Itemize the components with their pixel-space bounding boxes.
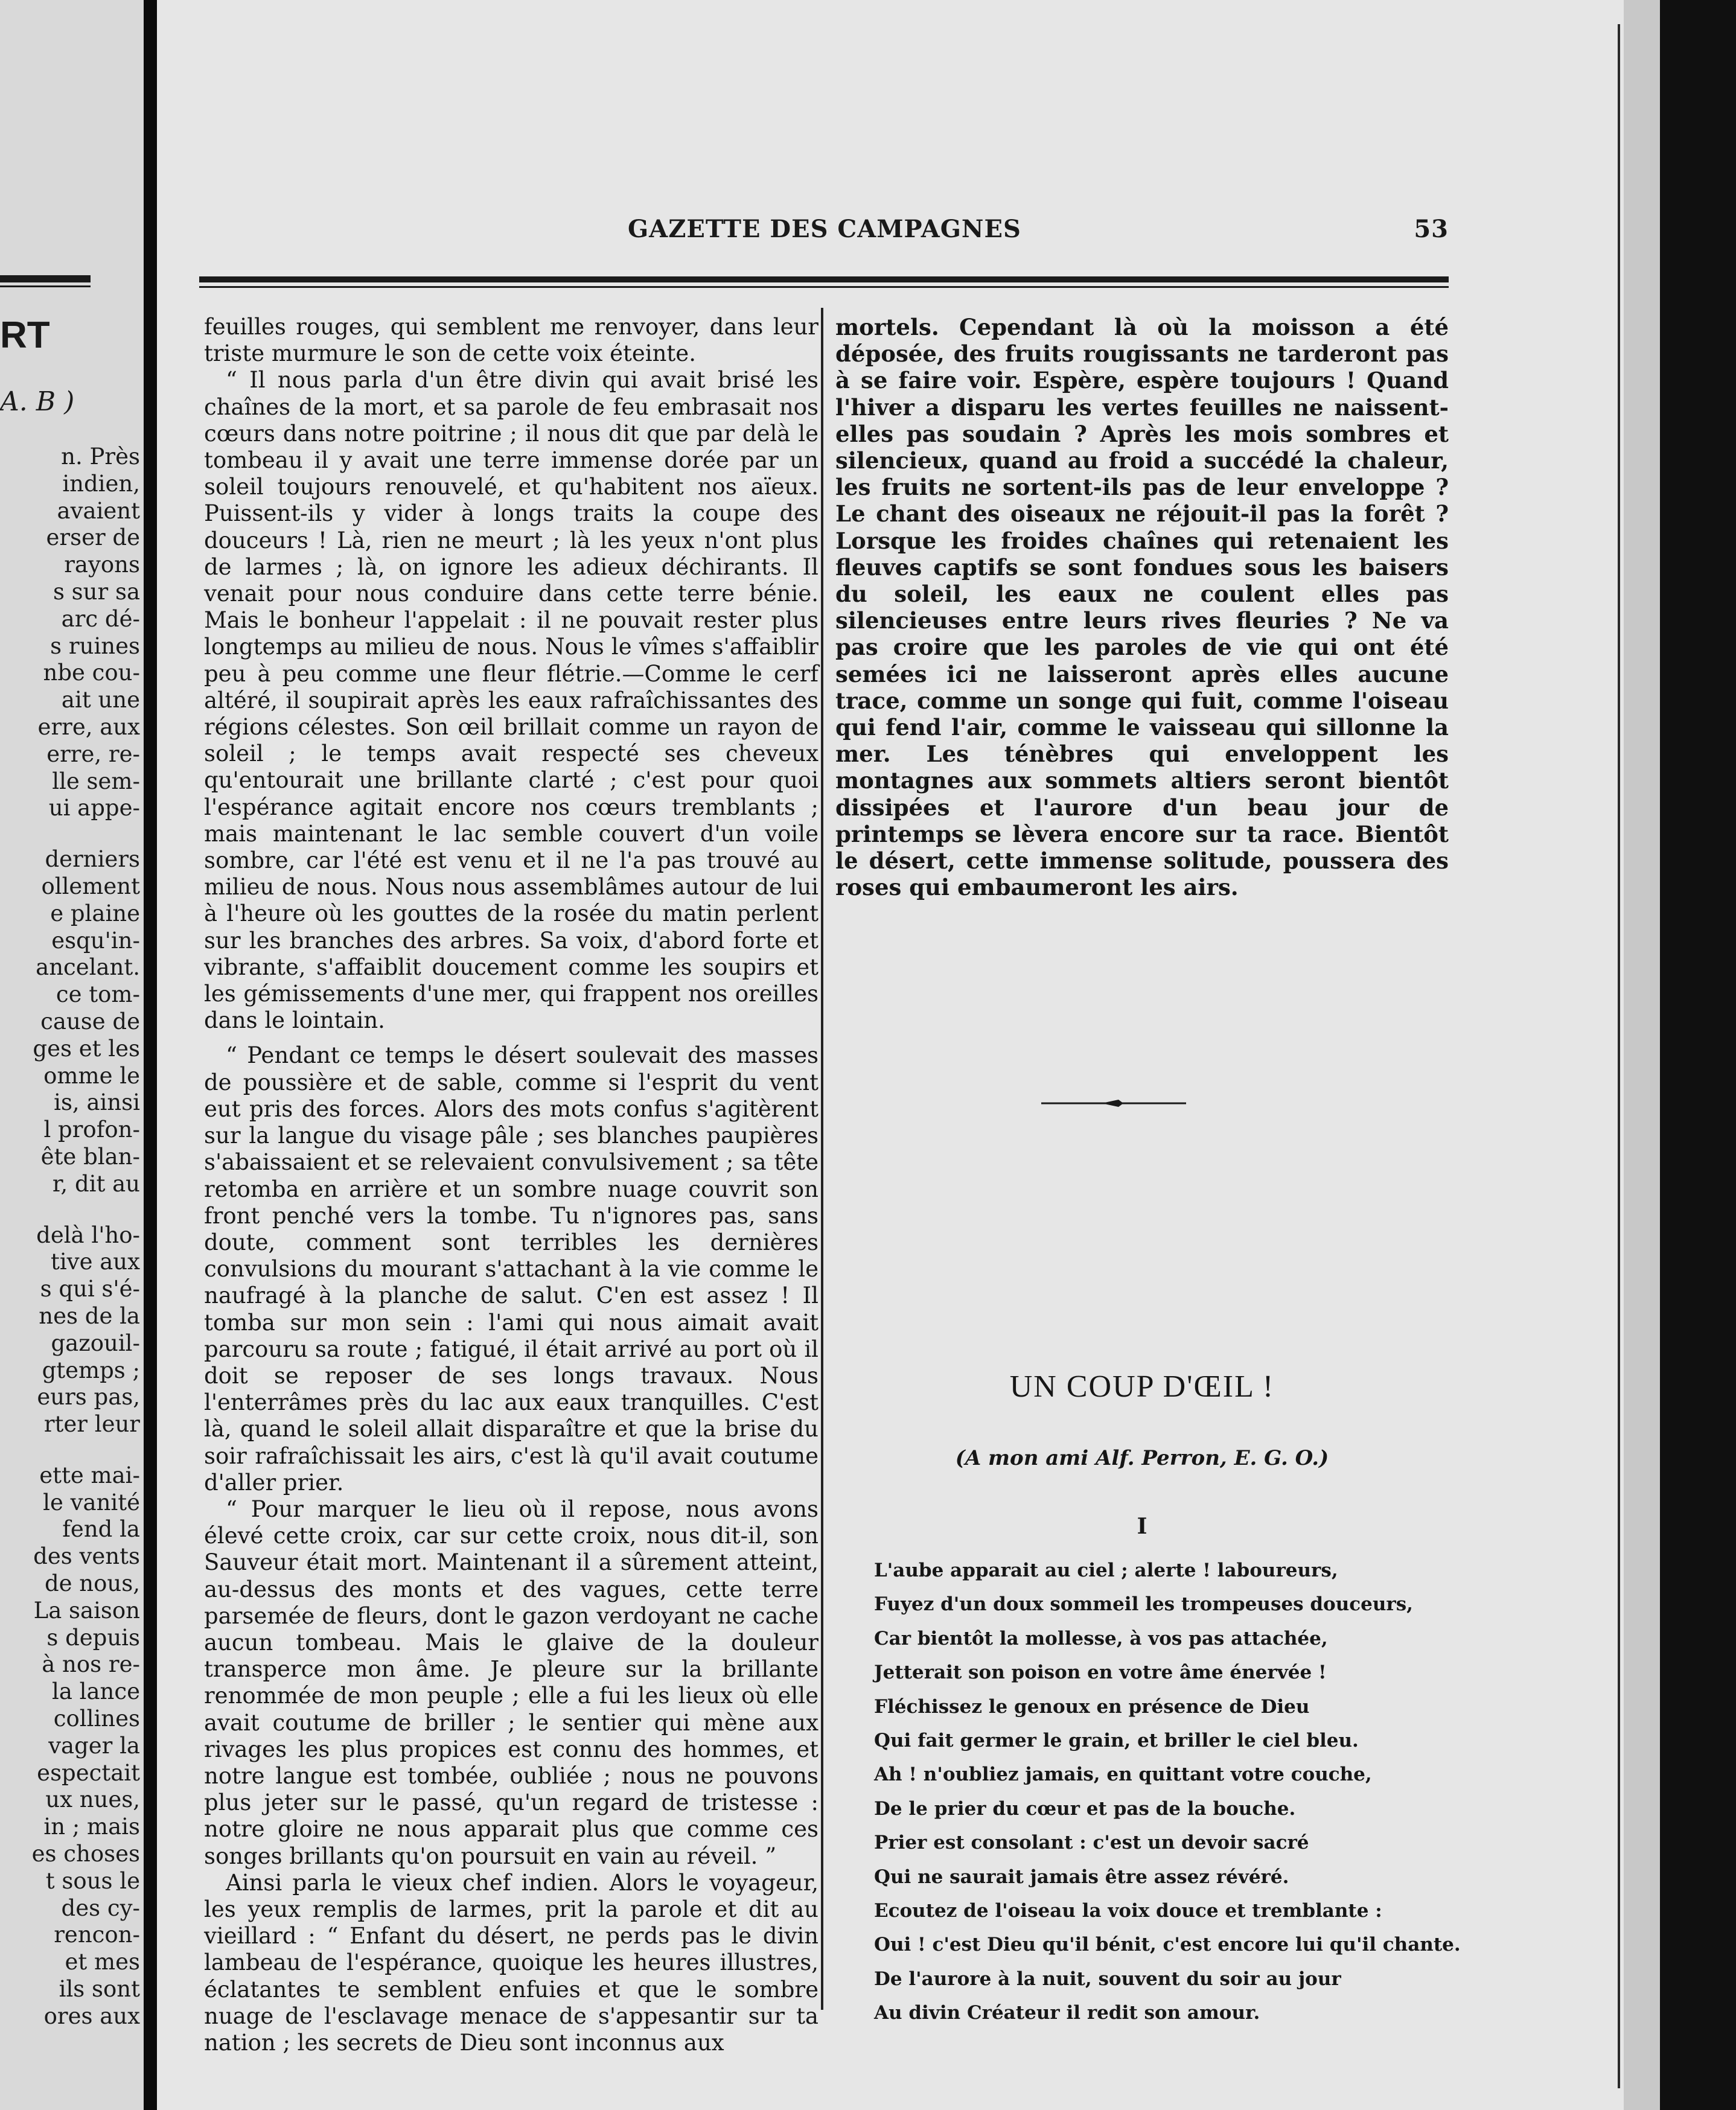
- paragraph: Ainsi parla le vieux chef indien. Alors le voyageur, les yeux remplis de larmes, prit la parole et dit au vieillard : “ Enfant du désert, ne perds pas le divin lambeau de l'espérance, quoique les heures illustres, éclatantes te semblent enfuies et que le sombre nuage de l'esclavage menace de s'appesantir sur ta nation ; les secrets de Dieu sont inconnus aux: [204, 1869, 819, 2056]
- header-rule: [199, 276, 1449, 282]
- facing-page-line: is, ainsi: [54, 1089, 140, 1116]
- facing-page-line: collines: [53, 1706, 140, 1732]
- facing-page-line: e plaine: [50, 900, 140, 926]
- facing-page-line: eurs pas,: [37, 1384, 140, 1410]
- column-divider: [821, 308, 823, 2010]
- poem-stanza: [874, 1554, 1461, 2030]
- poem-dedication: (A mon ami Alf. Perron, E. G. O.): [955, 1446, 1329, 1470]
- facing-page-line: indien,: [62, 470, 140, 497]
- publication-title: GAZETTE DES CAMPAGNES: [628, 215, 1021, 243]
- page-edge-line: [1618, 24, 1620, 2088]
- facing-page-line: La saison: [33, 1597, 140, 1624]
- facing-page-line: ête blan-: [40, 1143, 140, 1170]
- facing-page-line: lle sem-: [52, 768, 140, 794]
- facing-page-line: des vents: [33, 1543, 140, 1570]
- poem-line: Qui ne saurait jamais être assez révéré.: [874, 1866, 1289, 1888]
- paragraph: mortels. Cependant là où la moisson a été déposée, des fruits rougissants ne tarderont pas à se faire voir. Espère, espère toujours ! Quand l'hiver a disparu les vertes feuilles ne naissent-elles pas soudain ? Après les mois sombres et silencieux, quand au froid a succédé la chaleur, les fruits ne sortent-ils pas de leur enveloppe ? Le chant des oiseaux ne réjouit-il pas la forêt ? Lorsque les froides chaînes qui retenaient les fleuves captifs se sont fondues sous les baisers du soleil, les eaux ne coulent elles pas silencieuses entre leurs rives fleuries ? Ne va pas croire que les paroles de vie qui ont été semées ici ne laisseront après elles aucune trace, comme un songe qui fuit, comme l'oiseau qui fend l'air, comme le vaisseau qui sillonne la mer. Les ténèbres qui enveloppent les montagnes aux sommets altiers seront bientôt dissipées et l'aurore d'un beau jour de printemps se lèvera encore sur ta race. Bientôt le désert, cette immense solitude, poussera des roses qui embaumeront les airs.: [835, 314, 1449, 901]
- paragraph: “ Pendant ce temps le désert soulevait des masses de poussière et de sable, comme si l'esprit du vent eut pris des forces. Alors des mots confus s'agitèrent sur la langue du visage pâle ; ses blanches paupières s'abaissaient et se relevaient convulsivement ; sa tête retomba en arrière et un sombre nuage couvrit son front penché vers la tombe. Tu n'ignores pas, sans doute, comment sont terribles les dernières convulsions du mourant s'attachant à la vie comme le naufragé à la planche de salut. C'en est assez ! Il tomba sur mon sein : l'ami qui nous aimait avait parcouru sa route ; fatigué, il était arrivé au port où il doit se reposer de ses longs travaux. Nous l'enterrâmes près du lac aux eaux tranquilles. C'est là, quand le soleil allait disparaître et que la brise du soir rafraîchissait les airs, c'est là qu'il avait coutume d'aller prier.: [204, 1042, 819, 1496]
- facing-page-line: ils sont: [59, 1976, 140, 2003]
- facing-page-line: es choses: [31, 1841, 140, 1867]
- facing-page-gap: [32, 1438, 140, 1462]
- poem-line: Car bientôt la mollesse, à vos pas attachée,: [874, 1627, 1328, 1649]
- facing-page-line: arc dé-: [61, 605, 140, 632]
- facing-page-line: n. Près: [61, 444, 140, 470]
- facing-page-line: s ruines: [50, 633, 140, 659]
- facing-page-line: erser de: [46, 524, 140, 551]
- facing-page-line: erre, re-: [46, 741, 140, 767]
- facing-page-line: fend la: [62, 1516, 140, 1543]
- facing-page-line: ui appe-: [48, 795, 140, 821]
- facing-page-line: nbe cou-: [43, 660, 140, 686]
- poem-line: De l'aurore à la nuit, souvent du soir au jour: [874, 1968, 1341, 1990]
- poem-line: Au divin Créateur il redit son amour.: [874, 2002, 1260, 2024]
- facing-page-fragment: [0, 0, 144, 2110]
- facing-page-title: RT: [0, 314, 50, 356]
- poem-line: Ah ! n'oubliez jamais, en quittant votre couche,: [874, 1764, 1372, 1786]
- facing-page-line: ancelant.: [36, 954, 140, 981]
- facing-page-line: avaient: [57, 497, 140, 524]
- stanza-number: I: [1137, 1514, 1147, 1539]
- facing-page-line: omme le: [43, 1062, 140, 1089]
- facing-page-line: de nous,: [44, 1570, 140, 1597]
- poem-line: De le prier du cœur et pas de la bouche.: [874, 1797, 1296, 1820]
- poem-line: Fuyez d'un doux sommeil les trompeuses douceurs,: [874, 1593, 1413, 1616]
- facing-page-line: des cy-: [61, 1895, 140, 1921]
- article-column-right: [835, 314, 1449, 900]
- facing-page-line: gazouil-: [51, 1330, 140, 1356]
- facing-page-line: erre, aux: [37, 713, 140, 740]
- facing-page-line: ette mai-: [39, 1462, 140, 1488]
- facing-page-line: ges et les: [33, 1035, 140, 1062]
- facing-page-line: gtemps ;: [42, 1357, 140, 1383]
- facing-page-byline: A. B ): [0, 386, 75, 417]
- facing-page-line: cause de: [40, 1008, 140, 1034]
- facing-page-line: s depuis: [46, 1624, 140, 1651]
- section-divider-ornament: [1041, 1097, 1186, 1109]
- facing-page-line: t sous le: [45, 1867, 140, 1894]
- poem-line: Prier est consolant : c'est un devoir sacré: [874, 1832, 1309, 1854]
- poem-line: Jetterait son poison en votre âme énervée !: [874, 1662, 1327, 1684]
- facing-page-line: ait une: [61, 687, 140, 713]
- facing-page-line: vager la: [48, 1732, 140, 1759]
- facing-page-line: derniers: [45, 846, 140, 873]
- poem-line: Fléchissez le genoux en présence de Dieu: [874, 1695, 1310, 1718]
- facing-page-text-column: [32, 444, 140, 2030]
- poem-line: L'aube apparait au ciel ; alerte ! laboureurs,: [874, 1560, 1338, 1581]
- gutter: [144, 0, 157, 2110]
- facing-page-line: esqu'in-: [51, 927, 140, 954]
- facing-page-gap: [32, 822, 140, 846]
- running-header: [471, 215, 1449, 251]
- poem-line: Ecoutez de l'oiseau la voix douce et tremblante :: [874, 1900, 1382, 1922]
- paragraph: feuilles rouges, qui semblent me renvoyer, dans leur triste murmure le son de cette voix éteinte.: [204, 314, 819, 367]
- facing-page-line: nes de la: [39, 1302, 140, 1329]
- facing-page-line: r, dit au: [52, 1170, 140, 1197]
- facing-page-line: ce tom-: [56, 981, 140, 1008]
- facing-page-line: tive aux: [50, 1249, 140, 1275]
- facing-page-line: s sur sa: [53, 578, 140, 605]
- header-rule-thin: [199, 286, 1449, 288]
- facing-page-line: le vanité: [43, 1489, 140, 1516]
- facing-page-line: in ; mais: [43, 1814, 140, 1840]
- page-number: 53: [1414, 215, 1449, 243]
- facing-page-line: l profon-: [43, 1117, 140, 1143]
- poem-title: UN COUP D'ŒIL !: [1009, 1369, 1275, 1404]
- facing-page-line: à nos re-: [42, 1651, 140, 1678]
- facing-page-line: rter leur: [43, 1411, 140, 1438]
- facing-page-line: delà l'ho-: [36, 1222, 140, 1248]
- facing-page-line: espectait: [37, 1759, 140, 1786]
- article-column-left: [204, 314, 819, 2056]
- facing-page-line: et mes: [65, 1949, 140, 1975]
- facing-page-header-rule: [0, 275, 91, 282]
- facing-page-line: ux nues,: [45, 1786, 140, 1813]
- poem-line: Qui fait germer le grain, et briller le ciel bleu.: [874, 1730, 1359, 1752]
- facing-page-gap: [32, 1198, 140, 1222]
- facing-page-line: s qui s'é-: [40, 1276, 140, 1302]
- facing-page-line: ollement: [41, 873, 140, 899]
- facing-page-line: rencon-: [54, 1922, 140, 1948]
- facing-page-line: ores aux: [43, 2003, 140, 2029]
- paragraph: “ Il nous parla d'un être divin qui avait brisé les chaînes de la mort, et sa parole de feu embrasait nos cœurs dans notre poitrine ; il nous dit que par delà le tombeau il y avait une terre immense dorée par un soleil toujours renouvelé, et qu'habitent nos aïeux. Puissent-ils y vider à longs traits la coupe des douceurs ! Là, rien ne meurt ; là les yeux n'ont plus de larmes ; là, on ignore les adieux déchirants. Il venait pour nous conduire dans cette terre bénie. Mais le bonheur l'appelait : il ne pouvait rester plus longtemps au milieu de nous. Nous le vîmes s'affaiblir peu à peu comme une fleur flétrie.—Comme le cerf altéré, il soupirait après les eaux rafraîchissantes des régions célestes. Son œil brillait comme un rayon de soleil ; le temps avait respecté ses cheveux qu'entourait une brillante clarté ; c'est pour quoi l'espérance agitait encore nos cœurs tremblants ; mais maintenant le lac semble couvert d'un voile sombre, car l'été est venu et il ne l'a pas trouvé au milieu de nous. Nous nous assemblâmes autour de lui à l'heure où les gouttes de la rosée du matin perlent sur les branches des arbres. Sa voix, d'abord forte et vibrante, s'affaiblit doucement comme les soupirs et les gémissements d'une mer, qui frappent nos oreilles dans le lointain.: [204, 367, 819, 1034]
- facing-page-header-rule-thin: [0, 285, 91, 287]
- facing-page-line: la lance: [52, 1678, 140, 1705]
- facing-page-line: rayons: [64, 552, 140, 578]
- poem-line: Oui ! c'est Dieu qu'il bénit, c'est encore lui qu'il chante.: [874, 1934, 1461, 1956]
- scan-border: [1624, 0, 1736, 2110]
- paragraph: “ Pour marquer le lieu où il repose, nous avons élevé cette croix, car sur cette croix, nous dit-il, son Sauveur était mort. Maintenant il a sûrement atteint, au-dessus des monts et des vagues, cette terre parsemée de fleurs, dont le gazon verdoyant ne cache aucun tombeau. Mais le glaive de la douleur transperce mon âme. Je pleure sur la brillante renommée de mon peuple ; elle a fui les lieux où elle avait coutume de briller ; le sentier qui mène aux rivages les plus propices est connu des hommes, et notre langue est tombée, oubliée ; nous ne pouvons plus jeter sur le passé, qu'un regard de tristesse : notre gloire ne nous apparait plus que comme ces songes brillants qu'on poursuit en vain au réveil. ”: [204, 1496, 819, 1869]
